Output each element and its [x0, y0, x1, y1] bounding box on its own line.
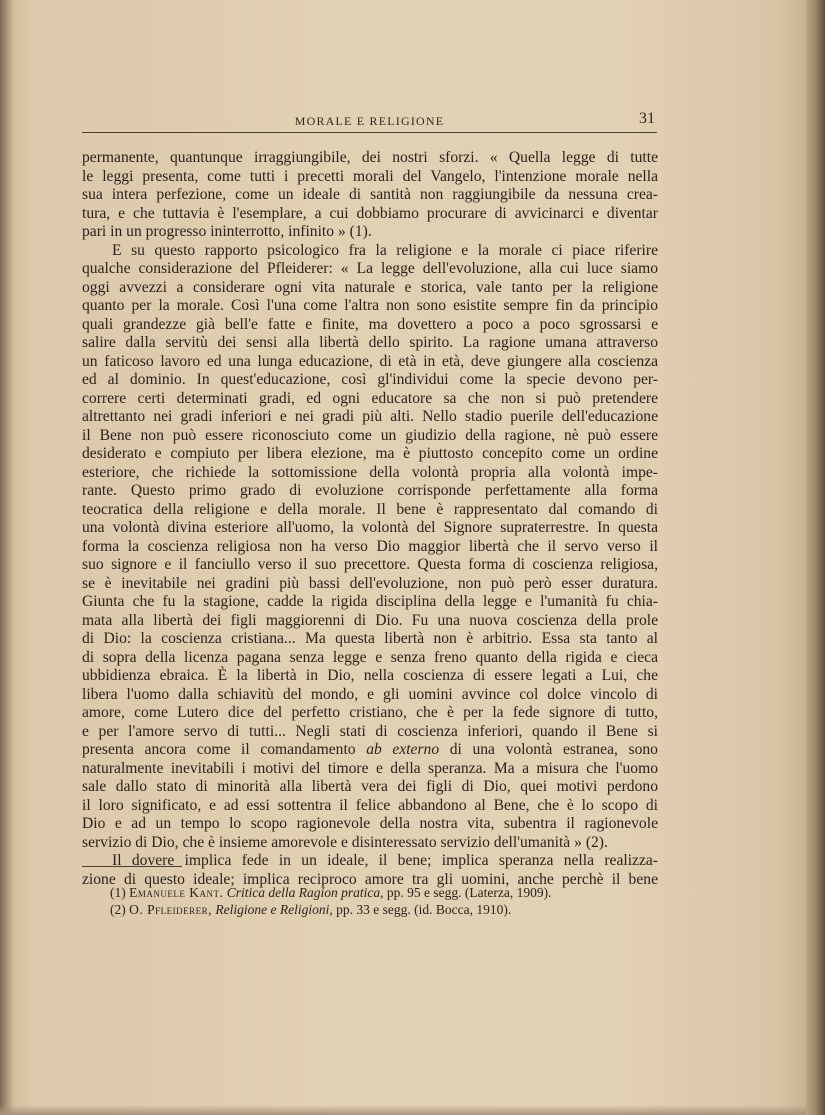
text-line: quanto per la morale. Così l'una come l'altra non sono esistite sempre fin da principio: [82, 297, 658, 314]
text-line: qualche considerazione del Pfleiderer: « La legge dell'evoluzione, alla cui luce siamo: [82, 260, 658, 277]
footnote-marker: (2): [110, 902, 126, 917]
text-line: ubbidienza ebraica. È la libertà in Dio, nella coscienza di essere legati a Lui, che: [82, 667, 658, 684]
text-line: di sopra della licenza pagana senza legge e senza freno quanto della rigida e cieca: [82, 648, 658, 666]
text-line: ed al dominio. In quest'educazione, così gl'individui come la specie devono per-: [82, 371, 658, 388]
text-line: oggi avvezzi a considerare ogni vita naturale e storica, vale tanto per la religione: [82, 278, 658, 296]
text-line: il Bene non può essere riconosciuto come un giudizio della ragione, nè può essere: [82, 426, 658, 444]
text-line: un faticoso lavoro ed una lunga educazione, di età in età, deve giungere alla coscienza: [82, 352, 658, 370]
text-line: Giunta che fu la stagione, cadde la rigida disciplina della legge e l'umanità fu chia-: [82, 593, 658, 610]
footnotes: [110, 884, 670, 918]
text-line: Dio e ad un tempo lo scopo ragionevole della nostra vita, subentra il ragionevole: [82, 815, 658, 832]
text-line: quali grandezze già bell'e fatte e finite, ma dovettero a poco a poco sgrossarsi e: [82, 315, 658, 333]
footnote-rule: [82, 866, 182, 867]
text-line: servizio di Dio, che è insieme amorevole e disinteressato servizio dell'umanità » (2).: [82, 833, 608, 851]
text-line: altrettanto nei gradi inferiori e nei gradi più alti. Nello stadio puerile dell'educazione: [82, 408, 658, 425]
text-line: pari in un progresso ininterrotto, infinito » (1).: [82, 223, 372, 240]
text-line: correre certi determinati gradi, ed ogni educatore sa che non si può pretendere: [82, 389, 658, 407]
text-line: amore, come Lutero dice del perfetto cristiano, che è per la fede signore di tutto,: [82, 704, 658, 721]
text-line: E su questo rapporto psicologico fra la religione e la morale ci piace riferire: [112, 241, 658, 259]
text-line: libera l'uomo dalla schiavitù del mondo, e gli uomini avvince col dolce vincolo di: [82, 685, 658, 703]
italic-phrase: ab externo: [366, 741, 440, 758]
footnote-author: O. Pfleiderer,: [129, 902, 213, 917]
text-segment: presenta ancora come il comandamento: [82, 741, 367, 758]
text-line: desiderato e compiuto per libera elezione, ma è piuttosto concepito come un ordine: [82, 445, 658, 462]
footnote-rest: pp. 33 e segg. (id. Bocca, 1910).: [336, 902, 512, 917]
text-line: il loro significato, e ad essi sottentra il felice abbandono al Bene, che è lo scopo di: [82, 796, 658, 814]
running-title: MORALE E RELIGIONE: [294, 114, 445, 128]
text-line: teocratica della religione e della morale. Il bene è rappresentato dal comando di: [82, 500, 658, 518]
text-line: di Dio: la coscienza cristiana... Ma questa libertà non è arbitrio. Essa sta tanto al: [82, 630, 658, 647]
footnote-title: Critica della Ragion pratica,: [226, 885, 384, 900]
text-line: suo signore e il fanciullo verso il suo precettore. Questa forma di coscienza religiosa,: [82, 556, 658, 573]
footnote-1: [110, 884, 670, 901]
page-number: 31: [639, 110, 655, 127]
text-line: esteriore, che richiede la sottomissione della volontà propria alla volontà impe-: [82, 463, 658, 481]
text-line: sua intera perfezione, come un ideale di santità non raggiungibile da nessuna crea-: [82, 186, 658, 203]
body-text: [82, 149, 658, 889]
footnote-2: [110, 901, 670, 918]
footnote-author: Emanuele Kant.: [129, 885, 224, 900]
text-segment: di una volontà estranea, sono: [439, 741, 658, 758]
text-line-with-italic: [82, 741, 658, 760]
text-line: naturalmente inevitabili i motivi del timore e della speranza. Ma a misura che l'uomo: [82, 759, 658, 777]
footnote-title: Religione e Religioni,: [215, 902, 333, 917]
text-line: salire dalla servitù dei sensi alla libertà dello spirito. La ragione umana attraverso: [82, 334, 658, 351]
text-line: mata alla libertà dei figli maggiorenni di Dio. Fu una nuova coscienza della prole: [82, 611, 658, 629]
footnote-rest: pp. 95 e segg. (Laterza, 1909).: [386, 885, 552, 900]
footnote-marker: (1): [110, 885, 126, 900]
text-line: forma la coscienza religiosa non ha verso Dio maggior libertà che il servo verso il: [82, 537, 658, 555]
text-line: tura, e che tuttavia è l'esemplare, a cui dobbiamo procurare di avvicinarci e diventar: [82, 204, 658, 222]
text-line: Il dovere implica fede in un ideale, il bene; implica speranza nella realizza-: [112, 852, 658, 869]
text-line: una volontà divina esteriore all'uomo, la volontà del Signore supraterrestre. In questa: [82, 519, 658, 536]
next-page-edge: [806, 0, 825, 1115]
text-line: permanente, quantunque irraggiungibile, dei nostri sforzi. « Quella legge di tutte: [82, 149, 658, 166]
text-line: le leggi presenta, come tutti i precetti morali del Vangelo, l'intenzione morale nella: [82, 167, 658, 185]
text-line: rante. Questo primo grado di evoluzione corrisponde perfettamente alla forma: [82, 482, 658, 499]
text-line: se è inevitabile nei gradini più bassi dell'evoluzione, non può però esser duratura.: [82, 574, 658, 592]
text-line: sale dallo stato di minorità alla libertà vera dei figli di Dio, quei motivi perdono: [82, 778, 658, 795]
text-line: zione di questo ideale; implica reciproco amore tra gli uomini, anche perchè il bene: [82, 870, 658, 888]
page-header: [82, 110, 657, 133]
text-line: e per l'amore servo di tutti... Negli stati di coscienza inferiori, quando il Bene si: [82, 722, 658, 740]
